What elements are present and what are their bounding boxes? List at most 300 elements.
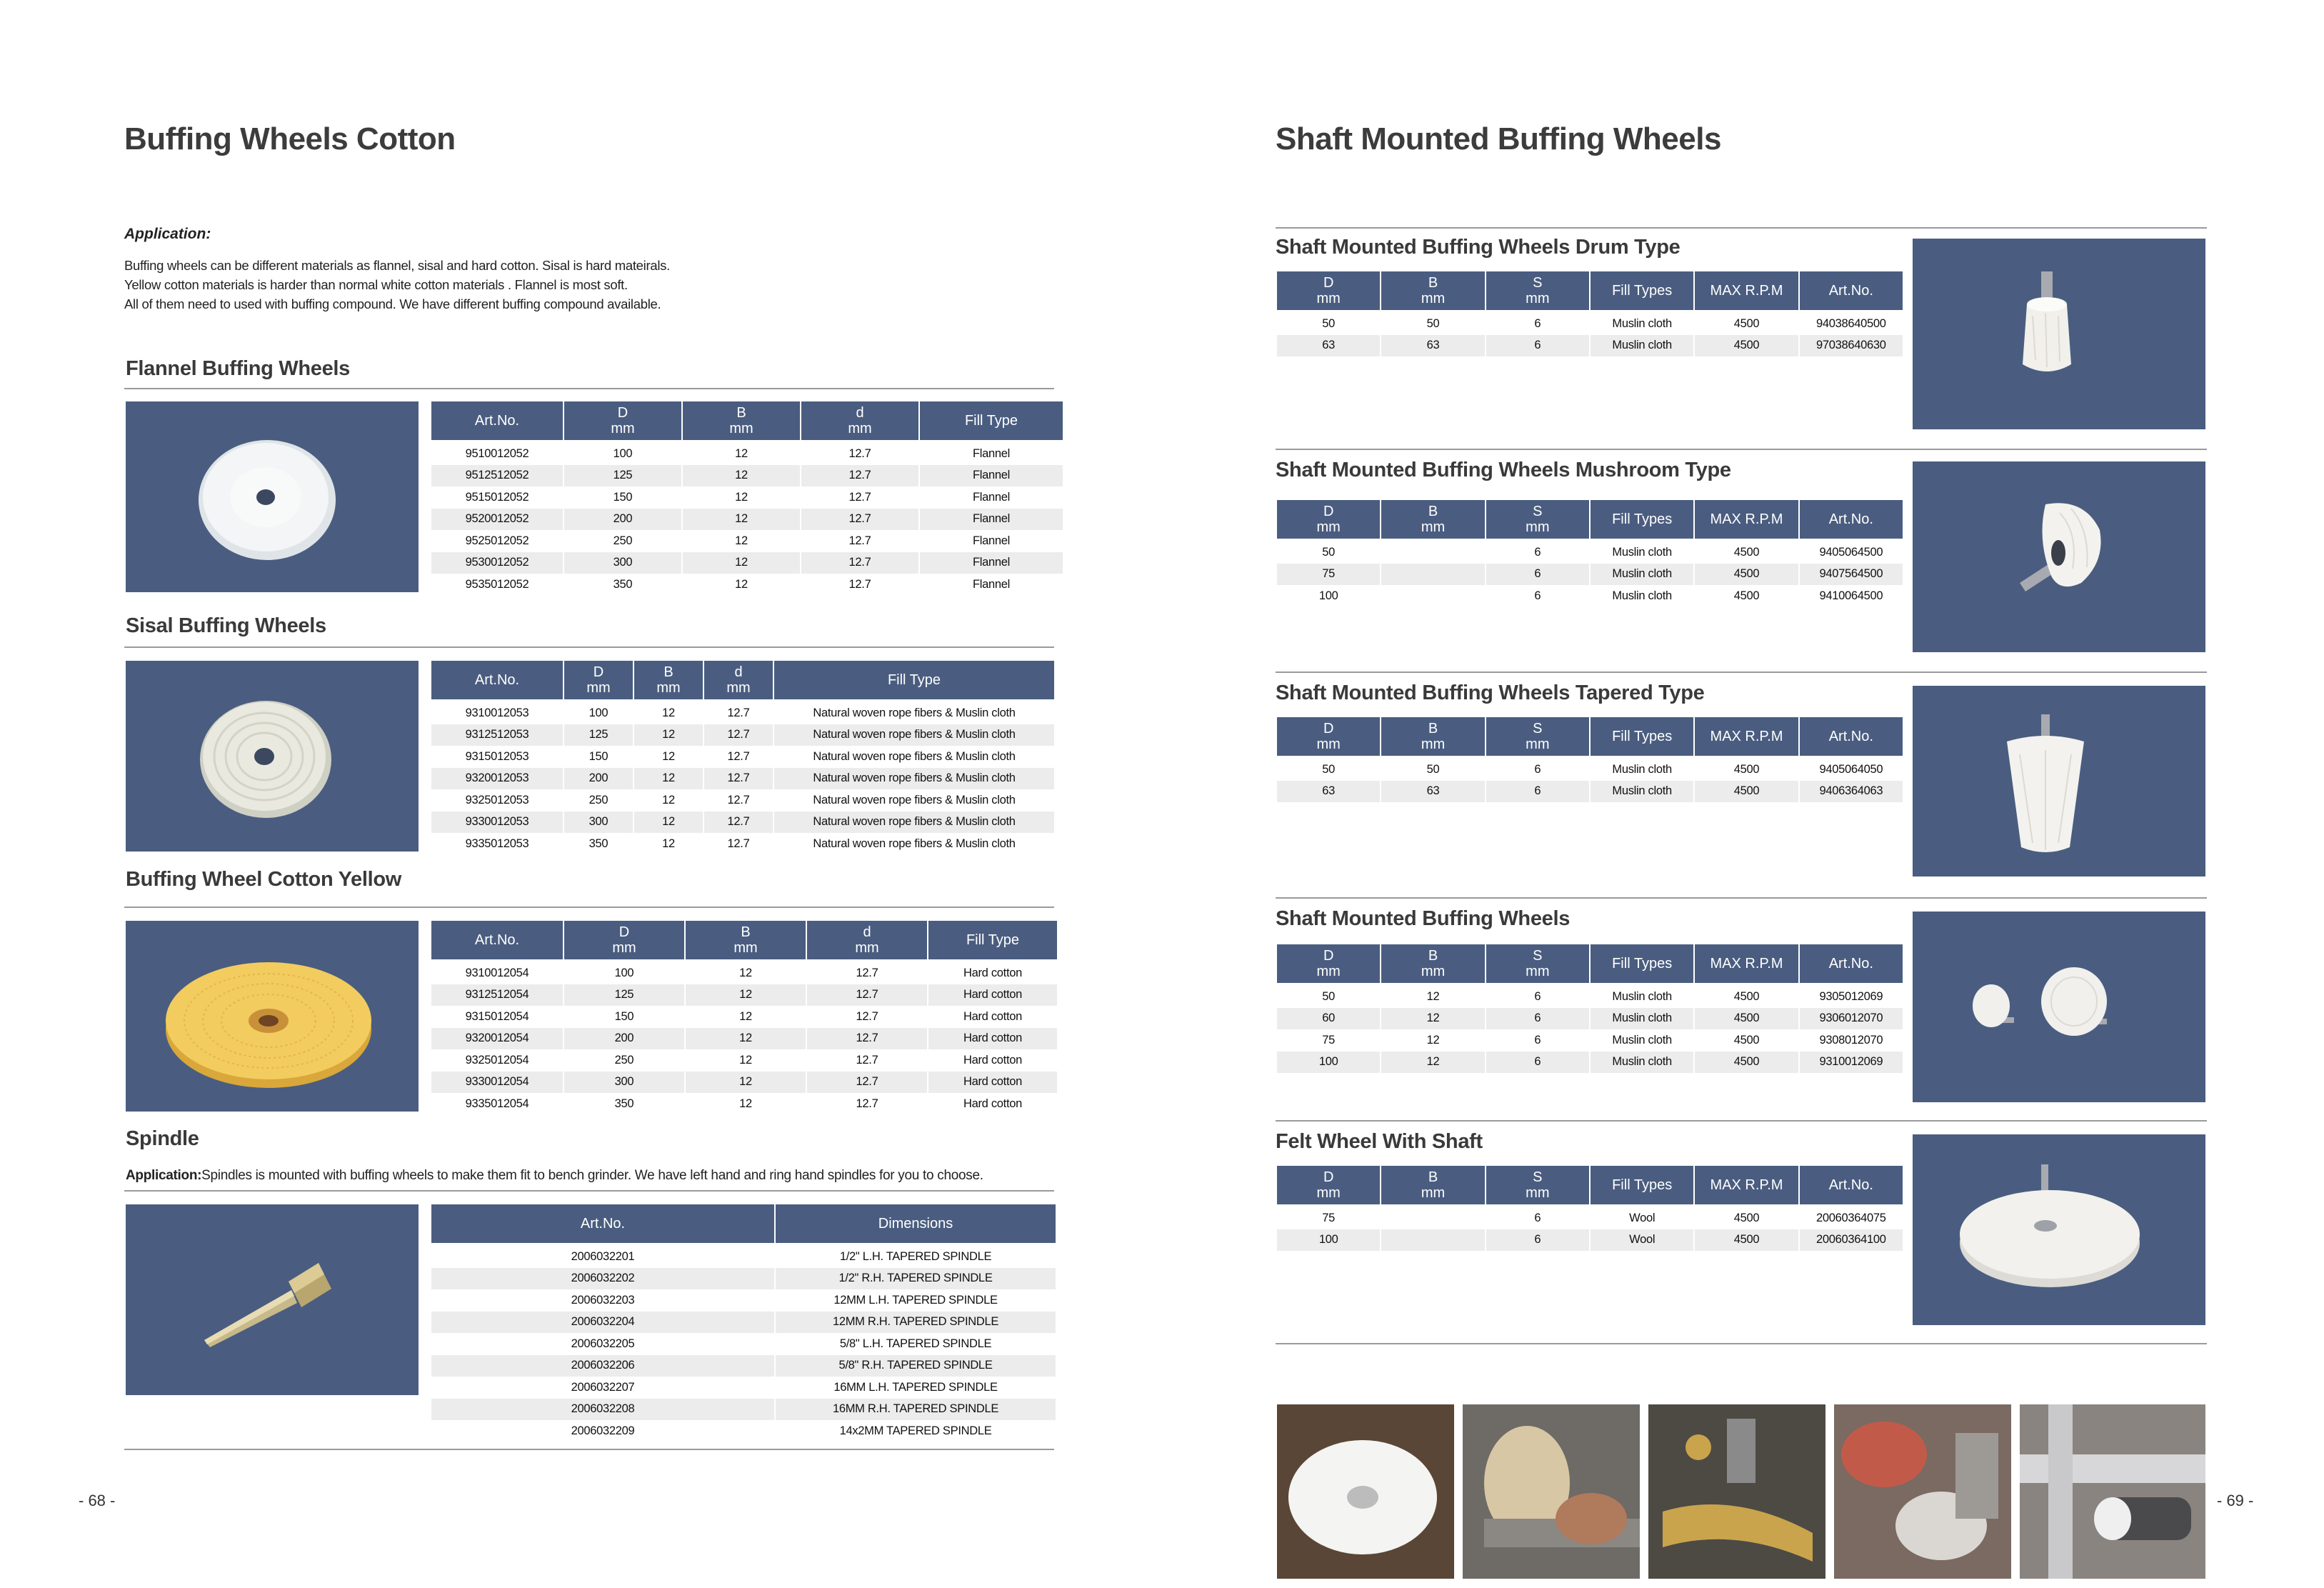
column-header: [1800, 500, 1903, 541]
rotary-tool-polishing-image: [1834, 1404, 2011, 1579]
column-header: [1591, 944, 1693, 986]
section-divider: [124, 646, 1054, 648]
table-cell: Flannel: [920, 465, 1063, 487]
table-cell: 6: [1486, 986, 1589, 1008]
table-cell: 9525012052: [431, 530, 563, 552]
table-header: [431, 921, 1057, 962]
table-cell: 12: [683, 465, 800, 487]
table-cell: 12.7: [704, 724, 773, 746]
section-divider: [1276, 1343, 2207, 1344]
table-cell: 12: [1381, 1052, 1484, 1074]
table-cell: Natural woven rope fibers & Muslin cloth: [774, 812, 1054, 834]
table-cell: 9310012053: [431, 702, 563, 724]
column-header-label: D: [617, 405, 628, 421]
column-header-unit: mm: [1421, 964, 1446, 979]
table-row: [431, 1072, 1057, 1094]
table-cell: 12: [634, 789, 703, 812]
column-header: [1800, 717, 1903, 759]
table-cell: 12.7: [801, 443, 918, 465]
column-header-label: D: [1323, 948, 1334, 964]
table-cell: 4500: [1695, 759, 1798, 781]
column-header-label: Dimensions: [878, 1216, 953, 1232]
column-header-label: S: [1533, 504, 1543, 519]
column-header-label: Fill Types: [1612, 283, 1673, 299]
spindle-application-label: Application:: [126, 1168, 202, 1183]
table-row: [431, 984, 1057, 1007]
column-header: [1695, 271, 1798, 313]
table-cell: 50: [1277, 541, 1380, 564]
column-header: [686, 921, 806, 962]
column-header-unit: mm: [1526, 964, 1550, 979]
table-cell: Hard cotton: [928, 1093, 1057, 1115]
table-cell: 9406364063: [1800, 781, 1903, 803]
section-divider: [124, 1449, 1054, 1450]
section-divider: [1276, 227, 2207, 229]
table-cell: Flannel: [920, 552, 1063, 574]
column-header: [564, 921, 684, 962]
column-header: [431, 1204, 774, 1246]
drum-wheel-photo: [1913, 239, 2205, 429]
section-divider: [124, 388, 1054, 389]
table-cell: 4500: [1695, 1229, 1798, 1252]
table-row: [431, 1093, 1057, 1115]
column-header: [431, 661, 563, 702]
column-header-label: Fill Types: [1612, 1177, 1673, 1193]
table-cell: 4500: [1695, 335, 1798, 357]
tapered-section-title: Shaft Mounted Buffing Wheels Tapered Type: [1276, 681, 1705, 704]
application-photo-4: [1834, 1404, 2011, 1579]
tube-polishing-image: [2020, 1404, 2205, 1579]
table-cell: 63: [1381, 335, 1484, 357]
column-header: [807, 921, 927, 962]
table-cell: 12MM R.H. TAPERED SPINDLE: [776, 1312, 1056, 1334]
table-cell: 100: [564, 443, 681, 465]
table-row: [1277, 585, 1903, 607]
table-cell: 9315012053: [431, 746, 563, 768]
column-header-label: S: [1533, 1169, 1543, 1185]
table-cell: 12.7: [807, 1028, 927, 1050]
column-header-label: B: [736, 405, 746, 421]
table-row: [431, 552, 1063, 574]
column-header: [920, 401, 1063, 443]
table-cell: 9510012052: [431, 443, 563, 465]
column-header-label: MAX R.P.M: [1710, 1177, 1783, 1193]
table-cell: Muslin cloth: [1591, 1008, 1693, 1030]
tapered-spec-table: [1276, 717, 1904, 802]
spindle-spec-table: [430, 1204, 1057, 1442]
table-cell: 6: [1486, 313, 1589, 335]
table-cell: 12: [683, 552, 800, 574]
section-divider: [1276, 449, 2207, 450]
yellow-wheel-image: [126, 921, 419, 1112]
table-row: [431, 1420, 1056, 1442]
table-cell: 12.7: [704, 789, 773, 812]
table-cell: 125: [564, 984, 684, 1007]
table-row: [431, 1028, 1057, 1050]
column-header-label: Art.No.: [580, 1216, 626, 1232]
table-cell: 100: [1277, 585, 1380, 607]
table-cell: 250: [564, 1049, 684, 1072]
mushroom-wheel-photo: [1913, 461, 2205, 652]
section-divider: [1276, 671, 2207, 673]
mushroom-spec-table: [1276, 500, 1904, 607]
table-cell: 250: [564, 789, 633, 812]
table-cell: 6: [1486, 1029, 1589, 1052]
column-header-label: D: [1323, 721, 1334, 736]
table-cell: 50: [1277, 986, 1380, 1008]
buffing-wheel-in-use-image: [1277, 1404, 1454, 1579]
sisal-spec-table: [430, 661, 1056, 855]
column-header: [928, 921, 1057, 962]
column-header-label: D: [1323, 1169, 1334, 1185]
table-cell: Flannel: [920, 486, 1063, 509]
table-row: [1277, 1029, 1903, 1052]
table-cell: 4500: [1695, 541, 1798, 564]
left-page-number: - 68 -: [79, 1492, 116, 1509]
table-cell: 12: [686, 1028, 806, 1050]
table-cell: 200: [564, 509, 681, 531]
table-cell: 6: [1486, 541, 1589, 564]
table-cell: 60: [1277, 1008, 1380, 1030]
application-line: Buffing wheels can be different materials as flannel, sisal and hard cotton. Sisal is hard mateirals.: [124, 258, 670, 273]
table-cell: 150: [564, 746, 633, 768]
table-cell: 6: [1486, 1207, 1589, 1229]
table-cell: 9515012052: [431, 486, 563, 509]
table-cell: 300: [564, 552, 681, 574]
table-cell: 16MM R.H. TAPERED SPINDLE: [776, 1399, 1056, 1421]
table-cell: 2006032207: [431, 1377, 774, 1399]
column-header-label: B: [1428, 1169, 1438, 1185]
table-cell: 9520012052: [431, 509, 563, 531]
table-header: [1277, 944, 1903, 986]
application-line: All of them need to used with buffing compound. We have different buffing compound available.: [124, 296, 661, 311]
column-header-label: D: [1323, 504, 1334, 519]
column-header: [776, 1204, 1056, 1246]
sisal-wheel-image: [126, 661, 419, 852]
table-row: [1277, 1052, 1903, 1074]
drum-section-title: Shaft Mounted Buffing Wheels Drum Type: [1276, 236, 1681, 259]
table-cell: Natural woven rope fibers & Muslin cloth: [774, 724, 1054, 746]
table-cell: 1/2" L.H. TAPERED SPINDLE: [776, 1246, 1056, 1268]
table-cell: 2006032206: [431, 1355, 774, 1377]
table-cell: 12.7: [801, 465, 918, 487]
table-cell: 9335012054: [431, 1093, 563, 1115]
column-header: [1486, 500, 1589, 541]
table-cell: Muslin cloth: [1591, 1052, 1693, 1074]
column-header: [634, 661, 703, 702]
column-header-label: D: [1323, 275, 1334, 291]
table-row: [431, 789, 1054, 812]
table-row: [1277, 541, 1903, 564]
flannel-spec-table: [430, 401, 1064, 596]
table-cell: 6: [1486, 585, 1589, 607]
table-cell: 5/8" L.H. TAPERED SPINDLE: [776, 1333, 1056, 1355]
column-header-label: Art.No.: [474, 932, 520, 948]
table-cell: 12: [634, 702, 703, 724]
spindle-application: [126, 1166, 983, 1185]
table-row: [431, 746, 1054, 768]
sisal-wheel-polishing-image: [1463, 1404, 1640, 1579]
table-cell: 63: [1381, 781, 1484, 803]
column-header-unit: mm: [1526, 1185, 1550, 1201]
column-header: [1695, 717, 1798, 759]
yellow-spec-table: [430, 921, 1058, 1115]
table-cell: 9310012069: [1800, 1052, 1903, 1074]
flannel-wheel-image: [126, 401, 419, 592]
table-cell: [1381, 564, 1484, 586]
column-header-label: Fill Type: [966, 932, 1020, 948]
table-cell: Flannel: [920, 574, 1063, 596]
table-header: [1277, 1166, 1903, 1207]
table-cell: 2006032202: [431, 1268, 774, 1290]
column-header-unit: mm: [848, 421, 872, 436]
column-header-label: MAX R.P.M: [1710, 283, 1783, 299]
column-header: [1381, 500, 1484, 541]
table-row: [1277, 759, 1903, 781]
column-header: [431, 401, 563, 443]
table-cell: 4500: [1695, 986, 1798, 1008]
column-header-unit: mm: [1526, 519, 1550, 535]
felt-section-title: Felt Wheel With Shaft: [1276, 1130, 1483, 1153]
table-row: [431, 702, 1054, 724]
table-cell: 12.7: [807, 962, 927, 984]
table-cell: 12.7: [704, 812, 773, 834]
table-cell: 12: [683, 574, 800, 596]
table-row: [1277, 564, 1903, 586]
table-cell: 200: [564, 1028, 684, 1050]
application-photo-3: [1648, 1404, 1825, 1579]
application-photo-5: [2020, 1404, 2205, 1579]
table-cell: 200: [564, 768, 633, 790]
column-header: [801, 401, 918, 443]
table-row: [431, 509, 1063, 531]
table-cell: 12.7: [801, 574, 918, 596]
sisal-section-title: Sisal Buffing Wheels: [126, 614, 326, 637]
table-cell: 50: [1277, 313, 1380, 335]
table-header: [1277, 271, 1903, 313]
tapered-wheel-photo: [1913, 686, 2205, 877]
column-header: [1591, 717, 1693, 759]
left-page-title: Buffing Wheels Cotton: [124, 121, 456, 156]
table-cell: 12: [686, 1093, 806, 1115]
table-cell: 125: [564, 465, 681, 487]
table-cell: 12: [683, 509, 800, 531]
table-cell: 12: [686, 1072, 806, 1094]
table-body: [431, 443, 1063, 596]
column-header-unit: mm: [1316, 964, 1341, 979]
table-row: [431, 1289, 1056, 1312]
table-cell: Natural woven rope fibers & Muslin cloth: [774, 789, 1054, 812]
table-cell: 75: [1277, 1207, 1380, 1229]
table-cell: Natural woven rope fibers & Muslin cloth: [774, 702, 1054, 724]
table-cell: 12.7: [807, 1049, 927, 1072]
table-cell: 2006032205: [431, 1333, 774, 1355]
table-cell: 12: [634, 746, 703, 768]
spindle-photo: [126, 1204, 419, 1395]
table-body: [1277, 541, 1903, 607]
table-body: [431, 702, 1054, 855]
table-cell: 9530012052: [431, 552, 563, 574]
column-header: [1800, 1166, 1903, 1207]
table-cell: 350: [564, 1093, 684, 1115]
table-cell: [1381, 585, 1484, 607]
application-text: [124, 256, 670, 314]
table-cell: 12.7: [801, 486, 918, 509]
column-header: [1277, 717, 1380, 759]
yellow-wheel-photo: [126, 921, 419, 1112]
column-header-label: Art.No.: [1828, 729, 1873, 744]
table-cell: 12.7: [704, 768, 773, 790]
header-row: [431, 921, 1057, 962]
table-row: [1277, 1008, 1903, 1030]
table-body: [1277, 759, 1903, 802]
column-header-label: Fill Types: [1612, 511, 1673, 527]
table-cell: 20060364100: [1800, 1229, 1903, 1252]
felt-wheel-image: [1913, 1134, 2205, 1325]
table-cell: 12: [634, 812, 703, 834]
application-label: Application:: [124, 226, 211, 242]
table-cell: 9306012070: [1800, 1008, 1903, 1030]
table-cell: 63: [1277, 335, 1380, 357]
table-cell: [1381, 1207, 1484, 1229]
table-cell: 12MM L.H. TAPERED SPINDLE: [776, 1289, 1056, 1312]
table-row: [431, 486, 1063, 509]
column-header-label: Art.No.: [474, 413, 520, 429]
table-row: [431, 574, 1063, 596]
table-cell: 9320012054: [431, 1028, 563, 1050]
table-cell: 12.7: [807, 1006, 927, 1028]
table-row: [431, 962, 1057, 984]
table-cell: Hard cotton: [928, 1028, 1057, 1050]
column-header-label: D: [618, 924, 630, 940]
table-cell: Natural woven rope fibers & Muslin cloth: [774, 768, 1054, 790]
column-header: [1381, 271, 1484, 313]
table-cell: [1381, 541, 1484, 564]
header-row: [431, 401, 1063, 443]
column-header-label: Art.No.: [474, 672, 520, 688]
table-cell: 6: [1486, 335, 1589, 357]
table-cell: 2006032201: [431, 1246, 774, 1268]
table-header: [431, 1204, 1056, 1246]
table-cell: Flannel: [920, 530, 1063, 552]
table-cell: 16MM L.H. TAPERED SPINDLE: [776, 1377, 1056, 1399]
column-header: [1277, 944, 1380, 986]
table-cell: 9330012054: [431, 1072, 563, 1094]
table-cell: 9335012053: [431, 833, 563, 855]
application-photo-2: [1463, 1404, 1640, 1579]
table-row: [431, 768, 1054, 790]
table-cell: Hard cotton: [928, 1049, 1057, 1072]
column-header-unit: mm: [1526, 291, 1550, 306]
table-row: [431, 1399, 1056, 1421]
column-header-unit: mm: [611, 421, 635, 436]
section-divider: [1276, 1120, 2207, 1122]
column-header-label: B: [1428, 948, 1438, 964]
table-cell: Muslin cloth: [1591, 585, 1693, 607]
column-header: [1381, 1166, 1484, 1207]
table-cell: Muslin cloth: [1591, 313, 1693, 335]
column-header-label: B: [1428, 721, 1438, 736]
table-cell: 50: [1277, 759, 1380, 781]
table-body: [1277, 986, 1903, 1073]
header-row: [1277, 500, 1903, 541]
table-cell: Hard cotton: [928, 984, 1057, 1007]
table-body: [431, 1246, 1056, 1442]
column-header-label: Art.No.: [1828, 283, 1873, 299]
table-cell: 150: [564, 1006, 684, 1028]
table-cell: 9407564500: [1800, 564, 1903, 586]
column-header: [1486, 944, 1589, 986]
table-row: [1277, 986, 1903, 1008]
table-cell: 12.7: [807, 1093, 927, 1115]
table-cell: 12: [634, 833, 703, 855]
column-header-label: MAX R.P.M: [1710, 956, 1783, 972]
table-cell: Wool: [1591, 1207, 1693, 1229]
table-body: [431, 962, 1057, 1115]
column-header: [1800, 944, 1903, 986]
table-cell: Hard cotton: [928, 1006, 1057, 1028]
table-cell: 2006032208: [431, 1399, 774, 1421]
application-line: Yellow cotton materials is harder than normal white cotton materials . Flannel is most soft.: [124, 277, 628, 292]
column-header-unit: mm: [656, 680, 681, 696]
column-header-label: D: [593, 664, 604, 680]
section-divider: [124, 1190, 1054, 1192]
column-header-label: Art.No.: [1828, 956, 1873, 972]
column-header-unit: mm: [1421, 291, 1446, 306]
table-cell: 50: [1381, 313, 1484, 335]
application-photo-1: [1277, 1404, 1454, 1579]
table-cell: Muslin cloth: [1591, 1029, 1693, 1052]
table-cell: 9330012053: [431, 812, 563, 834]
flannel-wheel-photo: [126, 401, 419, 592]
table-cell: 9310012054: [431, 962, 563, 984]
column-header: [1381, 717, 1484, 759]
table-cell: 6: [1486, 564, 1589, 586]
table-row: [1277, 1207, 1903, 1229]
table-cell: 12.7: [704, 746, 773, 768]
plain-wheels-image: [1913, 912, 2205, 1102]
table-row: [1277, 313, 1903, 335]
table-cell: Muslin cloth: [1591, 759, 1693, 781]
column-header: [1277, 500, 1380, 541]
table-row: [431, 1377, 1056, 1399]
felt-wheel-photo: [1913, 1134, 2205, 1325]
table-cell: 50: [1381, 759, 1484, 781]
column-header: [1591, 271, 1693, 313]
table-cell: 9315012054: [431, 1006, 563, 1028]
table-row: [431, 443, 1063, 465]
column-header: [1591, 1166, 1693, 1207]
table-row: [431, 1268, 1056, 1290]
column-header-label: MAX R.P.M: [1710, 511, 1783, 527]
table-cell: 12: [686, 1049, 806, 1072]
table-cell: 100: [564, 962, 684, 984]
table-cell: 9405064500: [1800, 541, 1903, 564]
header-row: [431, 1204, 1056, 1246]
table-cell: 6: [1486, 1229, 1589, 1252]
table-cell: 12.7: [704, 702, 773, 724]
column-header-label: S: [1533, 275, 1543, 291]
drum-spec-table: [1276, 271, 1904, 356]
table-cell: 20060364075: [1800, 1207, 1903, 1229]
table-cell: Hard cotton: [928, 962, 1057, 984]
table-cell: 9312512053: [431, 724, 563, 746]
header-row: [1277, 944, 1903, 986]
column-header-label: d: [734, 664, 743, 680]
table-cell: Hard cotton: [928, 1072, 1057, 1094]
table-row: [431, 812, 1054, 834]
plain-spec-table: [1276, 944, 1904, 1073]
